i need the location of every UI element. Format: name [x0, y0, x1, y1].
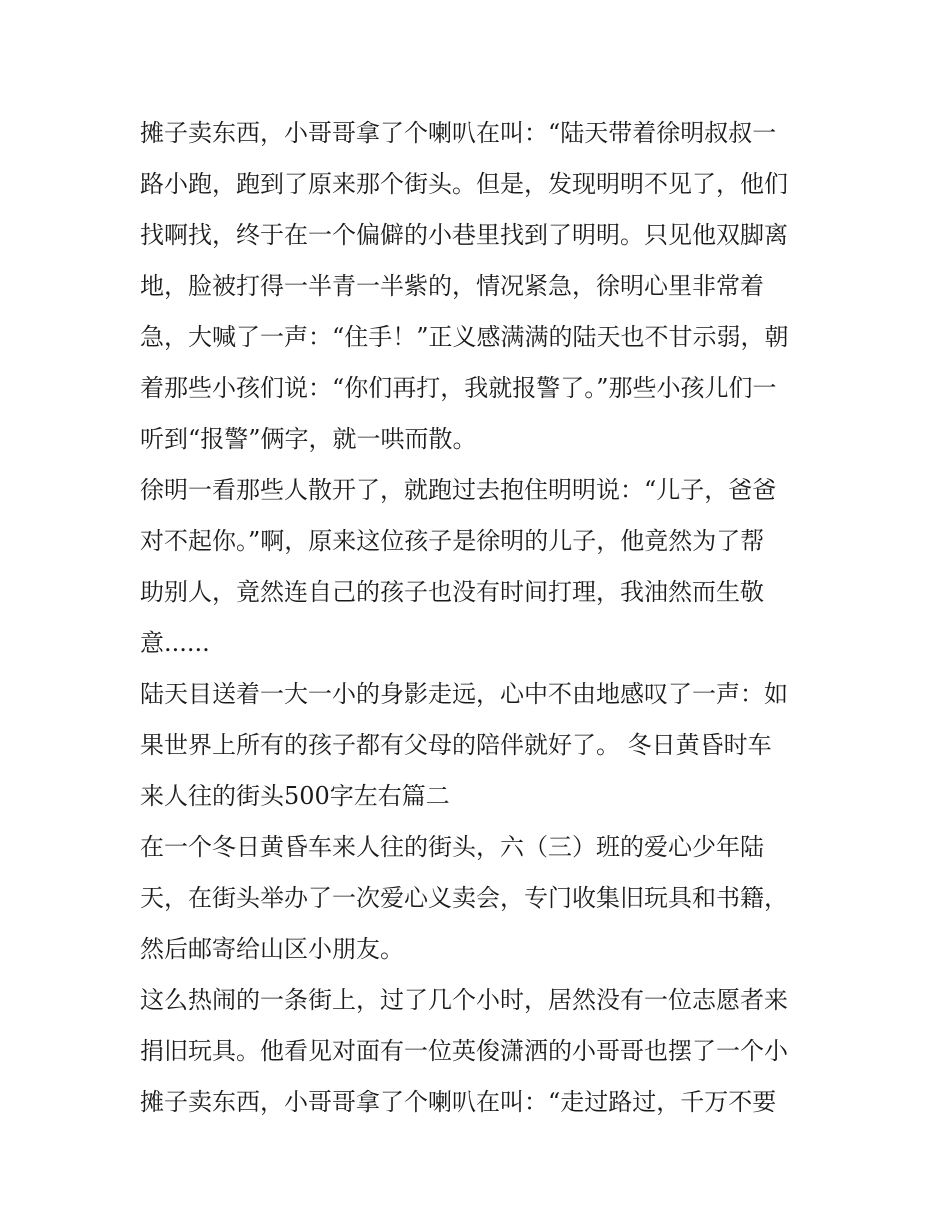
text-line: 着那些小孩们说：“你们再打，我就报警了。”那些小孩儿们一	[140, 374, 777, 402]
text-line: 然后邮寄给山区小朋友。	[140, 935, 404, 963]
text-line: 捐旧玩具。他看见对面有一位英俊潇洒的小哥哥也摆了一个小	[140, 1037, 788, 1065]
text-line: 这么热闹的一条街上，过了几个小时，居然没有一位志愿者来	[140, 986, 788, 1014]
text-line: 在一个冬日黄昏车来人往的街头，六（三）班的爱心少年陆	[140, 833, 764, 861]
text-line: 地，脸被打得一半青一半紫的，情况紧急，徐明心里非常着	[140, 272, 764, 300]
text-line: 徐明一看那些人散开了，就跑过去抱住明明说：“儿子，爸爸	[140, 476, 777, 504]
text-line: 摊子卖东西，小哥哥拿了个喇叭在叫：“走过路过，千万不要	[140, 1088, 777, 1116]
text-line: 陆天目送着一大一小的身影走远，心中不由地感叹了一声：如	[140, 680, 788, 708]
text-line: 听到“报警”俩字，就一哄而散。	[140, 425, 477, 453]
text-line: 路小跑，跑到了原来那个街头。但是，发现明明不见了，他们	[140, 170, 788, 198]
document-body	[140, 108, 820, 1128]
section-heading: 来人往的街头500字左右篇二	[140, 782, 450, 810]
text-line: 天，在街头举办了一次爱心义卖会，专门收集旧玩具和书籍，	[140, 884, 788, 912]
text-line: 助别人，竟然连自己的孩子也没有时间打理，我油然而生敬	[140, 578, 764, 606]
text-line: 急，大喊了一声：“住手！”正义感满满的陆天也不甘示弱，朝	[140, 323, 789, 351]
text-line: 找啊找，终于在一个偏僻的小巷里找到了明明。只见他双脚离	[140, 221, 788, 249]
text-line: 摊子卖东西，小哥哥拿了个喇叭在叫：“陆天带着徐明叔叔一	[140, 119, 777, 147]
text-line: 对不起你。”啊，原来这位孩子是徐明的儿子，他竟然为了帮	[140, 527, 765, 555]
text-line: 意......	[140, 629, 210, 657]
text-line: 果世界上所有的孩子都有父母的陪伴就好了。 冬日黄昏时车	[140, 731, 772, 759]
